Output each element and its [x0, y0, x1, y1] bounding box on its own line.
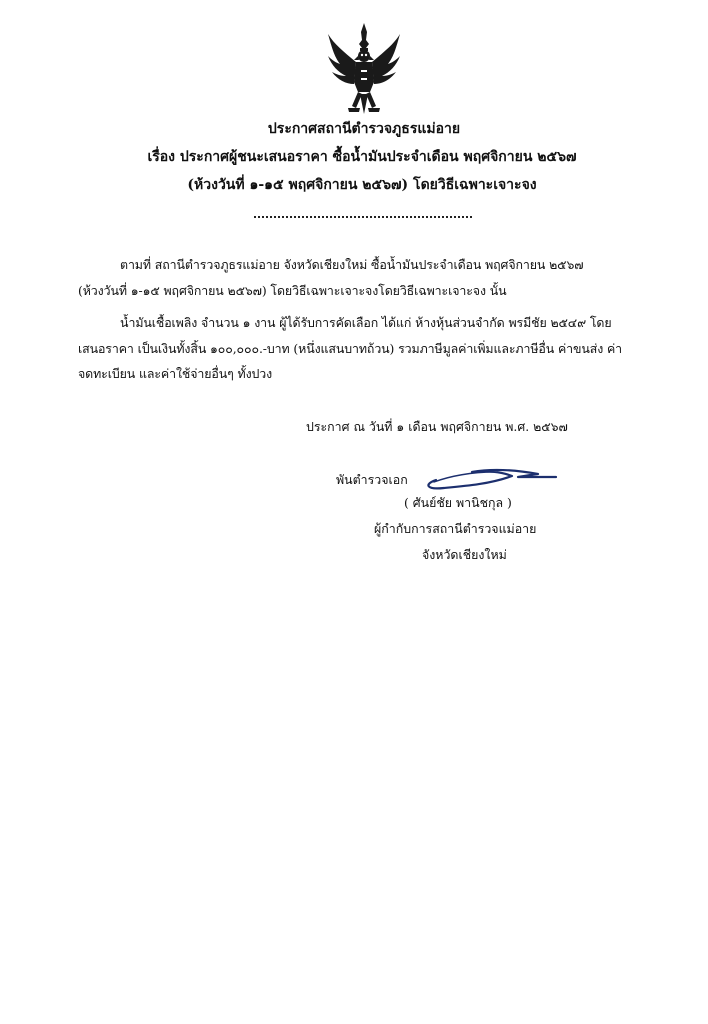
handwritten-signature [420, 462, 560, 492]
signatory-province: จังหวัดเชียงใหม่ [422, 547, 507, 562]
announcement-title: ประกาศสถานีตำรวจภูธรแม่อาย [267, 121, 461, 137]
body-paragraph-1-line-2: (ห้วงวันที่ ๑-๑๕ พฤศจิกายน ๒๕๖๗) โดยวิธีเฉพาะเจาะจงโดยวิธีเฉพาะเจาะจง นั้น [78, 283, 507, 298]
announcement-date: ประกาศ ณ วันที่ ๑ เดือน พฤศจิกายน พ.ศ. ๒๕๖๗ [306, 419, 568, 434]
body-paragraph-1-line-1: ตามที่ สถานีตำรวจภูธรแม่อาย จังหวัดเชียงใหม่ ซื้อน้ำมันประจำเดือน พฤศจิกายน ๒๕๖๗ [120, 257, 584, 272]
dotted-divider [254, 200, 472, 218]
signatory-rank: พันตำรวจเอก [336, 472, 408, 487]
signatory-name: ( ศันย์ชัย พานิชกุล ) [404, 495, 512, 510]
body-paragraph-2-line-2: เสนอราคา เป็นเงินทั้งสิ้น ๑๐๐,๐๐๐.-บาท (หนึ่งแสนบาทถ้วน) รวมภาษีมูลค่าเพิ่มและภาษีอื่น ค่าขนส่ง ค่า [78, 341, 623, 356]
garuda-emblem-icon [326, 22, 402, 116]
body-paragraph-2-line-1: น้ำมันเชื้อเพลิง จำนวน ๑ งาน ผู้ได้รับการคัดเลือก ได้แก่ ห้างหุ้นส่วนจำกัด พรมีชัย ๒๕๔๙ โดย [120, 315, 612, 330]
announcement-period: (ห้วงวันที่ ๑-๑๕ พฤศจิกายน ๒๕๖๗) โดยวิธีเฉพาะเจาะจง [187, 177, 537, 193]
signatory-position: ผู้กำกับการสถานีตำรวจแม่อาย [374, 521, 537, 536]
body-paragraph-2-line-3: จดทะเบียน และค่าใช้จ่ายอื่นๆ ทั้งปวง [78, 366, 273, 381]
announcement-subject: เรื่อง ประกาศผู้ชนะเสนอราคา ซื้อน้ำมันประจำเดือน พฤศจิกายน ๒๕๖๗ [147, 149, 577, 165]
